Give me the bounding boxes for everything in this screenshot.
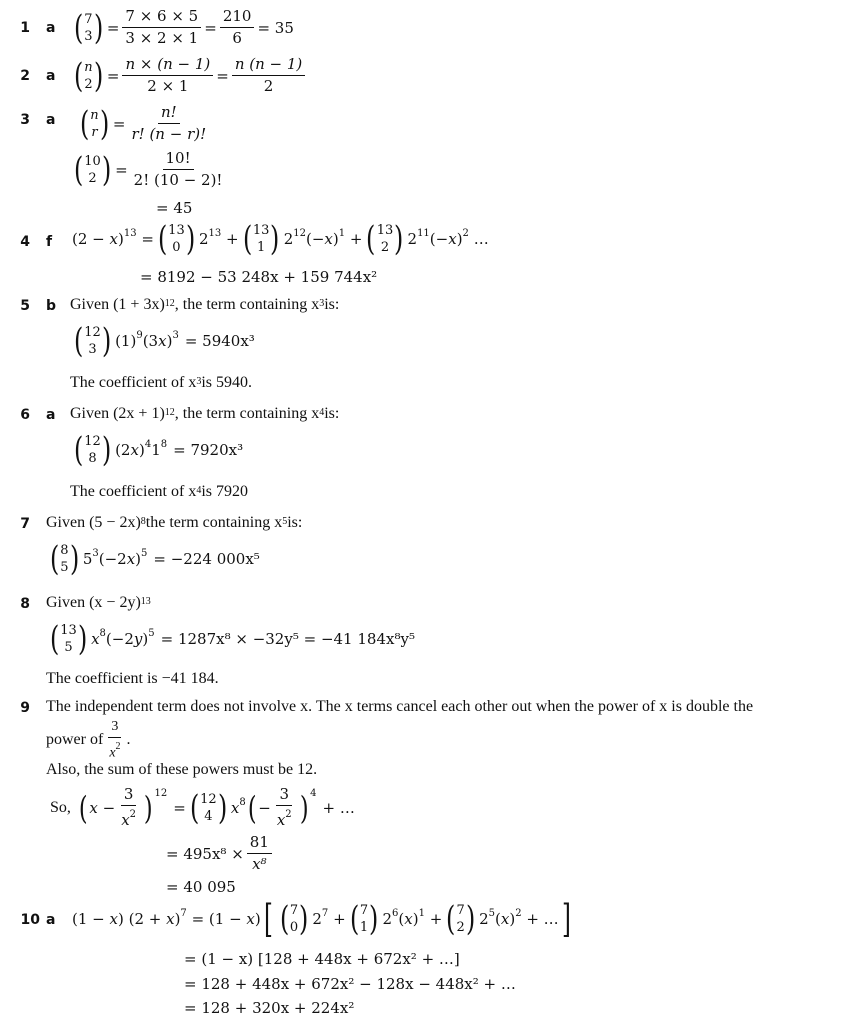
q9-step-2-den: x⁸ — [252, 855, 267, 873]
q9-line-1-text: The independent term does not involve x. The x terms cancel each other out when the power of x is double the — [46, 698, 754, 715]
q8-equation: ( 13 5 ) $x^8(-2y)^5$ = 1287x⁸ × −32y⁵ = −41 184x⁸y⁵ — [49, 619, 415, 659]
q5-given-exp: 12 — [164, 297, 175, 309]
q5-given-text: Given (1 + 3x) — [70, 296, 165, 313]
q7-tail-text: the term containing x — [145, 514, 283, 531]
q9-line-1 — [46, 698, 753, 716]
q7-given-exp: 8 — [140, 515, 146, 527]
q9-line-2-text: power of — [46, 730, 104, 748]
question-part: a — [46, 407, 56, 423]
q7-given-text: Given (5 − 2x) — [46, 514, 141, 531]
q2-fraction-2 — [232, 56, 305, 95]
q9-equation-1: So, ( x − $\frac{3}{x^2}$ ) $^{12}$ = ( 12 4 ) $x^8$ ( − $\frac{3}{x^2}$ ) $^4$ + … — [50, 785, 355, 829]
q7-equation: ( 8 5 ) $5^3(-2x)^5$ = −224 000x⁵ — [49, 539, 260, 579]
q7-tail-exp: 5 — [282, 515, 288, 527]
q9-inner-fraction: $\frac{3}{x^2}$ — [121, 785, 137, 829]
question-number: 3 — [20, 112, 30, 128]
q2-denominator: 2 × 1 — [147, 77, 189, 95]
q9-equation-2 — [166, 834, 275, 873]
question-part: a — [46, 912, 56, 928]
q1-denominator-2: 6 — [232, 29, 242, 47]
binomial-7-1: ( 7 1 ) — [349, 899, 379, 939]
question-part: f — [46, 234, 53, 250]
q3-denominator-2: 2! (10 − 2)! — [133, 171, 223, 189]
q5-given — [70, 296, 339, 314]
binomial-7-2: ( 7 2 ) — [446, 899, 476, 939]
binomial-12-4: ( 12 4 ) — [189, 787, 227, 828]
q10-equation-3 — [184, 975, 516, 993]
q1-equation: ( 7 3 ) = $\frac{7 \times 6 \times 5}{3 \times 2 \times 1}$ = $\frac{210}{6}$ = 35 — [73, 7, 294, 48]
q6-tail-text: , the term containing x — [174, 405, 320, 422]
binomial-13-2: ( 13 2 ) — [366, 219, 404, 259]
q6-is-text: is: — [324, 405, 340, 422]
q9-equation-3 — [166, 878, 236, 896]
q6-result: = 7920x³ — [173, 441, 244, 459]
binomial-n-2: ( n 2 ) — [73, 55, 103, 96]
q7-result: = −224 000x⁵ — [153, 550, 260, 568]
q8-given-text: Given (x − 2y) — [46, 594, 141, 611]
q9-step-2: = 495x⁸ × — [166, 844, 244, 863]
question-part: a — [46, 20, 56, 36]
q5-coef-text: The coefficient of x — [70, 374, 197, 391]
q9-step-3: = 40 095 — [166, 878, 236, 896]
q10-step-2: = (1 − x) [128 + 448x + 672x² + …] — [184, 950, 460, 968]
q5-coef-exp: 3 — [196, 375, 202, 387]
question-number: 2 — [20, 68, 30, 84]
q9-step-2-fraction — [247, 834, 272, 873]
q9-line-3-text: Also, the sum of these powers must be 12. — [46, 761, 318, 778]
q7-given — [46, 514, 302, 532]
q8-result: = 1287x⁸ × −32y⁵ = −41 184x⁸y⁵ — [160, 630, 415, 648]
binomial-7-0: ( 7 0 ) — [279, 899, 309, 939]
q9-line-2: power of $\frac{3}{x^2}$ . — [46, 719, 131, 761]
question-number: 9 — [20, 700, 30, 716]
q10-equation-2 — [184, 950, 460, 968]
q9-so-text: So, — [50, 798, 71, 816]
question-number: 10 — [20, 912, 40, 928]
q3-denominator: r! (n − r)! — [131, 125, 207, 143]
q4-result — [140, 268, 377, 286]
q3-equation-1: ( n r ) = $\frac{n!}{r! (n - r)!}$ — [76, 104, 212, 143]
q6-equation: ( 12 8 ) $(2x)^41^8$ = 7920x³ — [73, 430, 244, 470]
q3-fraction-2 — [131, 150, 226, 189]
q1-result: = 35 — [257, 18, 294, 37]
q5-coefficient — [70, 374, 252, 392]
q7-is-text: is: — [287, 514, 303, 531]
q6-given-exp: 12 — [164, 406, 175, 418]
q2-equation: ( n 2 ) = $\frac{n \times (n - 1)}{2 \times 1}$ = $\frac{n (n - 1)}{2}$ — [70, 56, 308, 95]
question-part: a — [46, 112, 56, 128]
q3-result-text: = 45 — [156, 199, 193, 217]
q1-fraction-2 — [220, 8, 255, 47]
q6-given-text: Given (2x + 1) — [70, 405, 165, 422]
q10-equation-4 — [184, 999, 354, 1017]
q9-term-fraction: $\frac{3}{x^2}$ — [276, 785, 292, 829]
q3-numerator-2: 10! — [163, 150, 194, 170]
q5-tail-text: , the term containing x — [174, 296, 320, 313]
q3-fraction-1 — [128, 104, 209, 143]
q2-numerator-2: n (n − 1) — [232, 56, 305, 76]
q5-equation: ( 12 3 ) $(1)^9(3x)^3$ = 5940x³ — [73, 321, 255, 361]
q5-is-text: is: — [324, 296, 340, 313]
question-number: 4 — [20, 234, 30, 250]
binomial-12-3: ( 12 3 ) — [73, 321, 112, 361]
q8-coef-text: The coefficient is −41 184. — [46, 670, 219, 687]
q3-equation-2: ( 10 2 ) = $\frac{10!}{2! (10 - 2)!}$ — [70, 150, 228, 189]
question-part: a — [46, 68, 56, 84]
q6-tail-exp: 4 — [319, 406, 325, 418]
binomial-8-5: ( 8 5 ) — [49, 539, 79, 579]
binomial-n-r: ( n r ) — [79, 103, 109, 144]
binomial-12-8: ( 12 8 ) — [73, 430, 112, 470]
binomial-7-3: ( 7 3 ) — [73, 7, 103, 48]
question-number: 7 — [20, 516, 30, 532]
q6-coef-exp: 4 — [196, 484, 202, 496]
q9-step-2-num: 81 — [247, 834, 272, 854]
binomial-13-0: ( 13 0 ) — [157, 219, 195, 259]
q1-numerator: 7 × 6 × 5 — [122, 8, 201, 28]
question-number: 8 — [20, 596, 30, 612]
question-number: 1 — [20, 20, 30, 36]
q10-equation-1: (1 − x) $(2 + x)^7 = (1 - x)$ [ ( 7 0 ) $2^7$ + ( 7 1 ) $2^6(x)^1$ + ( 7 2 ) $2^5(x)^2$ + … ] — [72, 897, 571, 941]
q2-fraction-1 — [122, 56, 213, 95]
q1-denominator: 3 × 2 × 1 — [125, 29, 199, 47]
q8-coefficient — [46, 670, 219, 688]
q1-numerator-2: 210 — [220, 8, 255, 28]
q5-coef-val: is 5940. — [201, 374, 252, 391]
q2-denominator-2: 2 — [263, 77, 274, 95]
q8-given — [46, 594, 151, 612]
q4-equation: $(2 - x)^{13}$ = ( 13 0 ) $2^{13}$ + ( 13 1 ) $2^{12}(-x)^1$ + ( 13 2 ) $2^{11}(-x)^2$ … — [72, 219, 489, 259]
q2-numerator: n × (n − 1) — [122, 56, 213, 76]
q6-coef-val: is 7920 — [201, 483, 248, 500]
binomial-13-1: ( 13 1 ) — [242, 219, 280, 259]
q10-step-4: = 128 + 320x + 224x² — [184, 999, 355, 1017]
binomial-10-2: ( 10 2 ) — [73, 149, 112, 190]
question-number: 5 — [20, 298, 30, 314]
q6-coefficient — [70, 483, 248, 501]
question-part: b — [46, 298, 57, 314]
q4-result-text: = 8192 − 53 248x + 159 744x² — [140, 268, 378, 286]
q8-given-exp: 13 — [140, 595, 151, 607]
q5-tail-exp: 3 — [319, 297, 325, 309]
q3-numerator: n! — [158, 104, 180, 124]
q3-result — [156, 199, 192, 217]
q6-coef-text: The coefficient of x — [70, 483, 197, 500]
question-number: 6 — [20, 407, 30, 423]
binomial-13-5: ( 13 5 ) — [49, 619, 88, 659]
q9-line-3 — [46, 761, 317, 779]
q10-step-3: = 128 + 448x + 672x² − 128x − 448x² + … — [184, 975, 516, 993]
q6-given — [70, 405, 339, 423]
q9-power-fraction: $\frac{3}{x^2}$ — [109, 719, 121, 761]
q5-result: = 5940x³ — [184, 332, 255, 350]
q1-fraction-1 — [122, 8, 201, 47]
